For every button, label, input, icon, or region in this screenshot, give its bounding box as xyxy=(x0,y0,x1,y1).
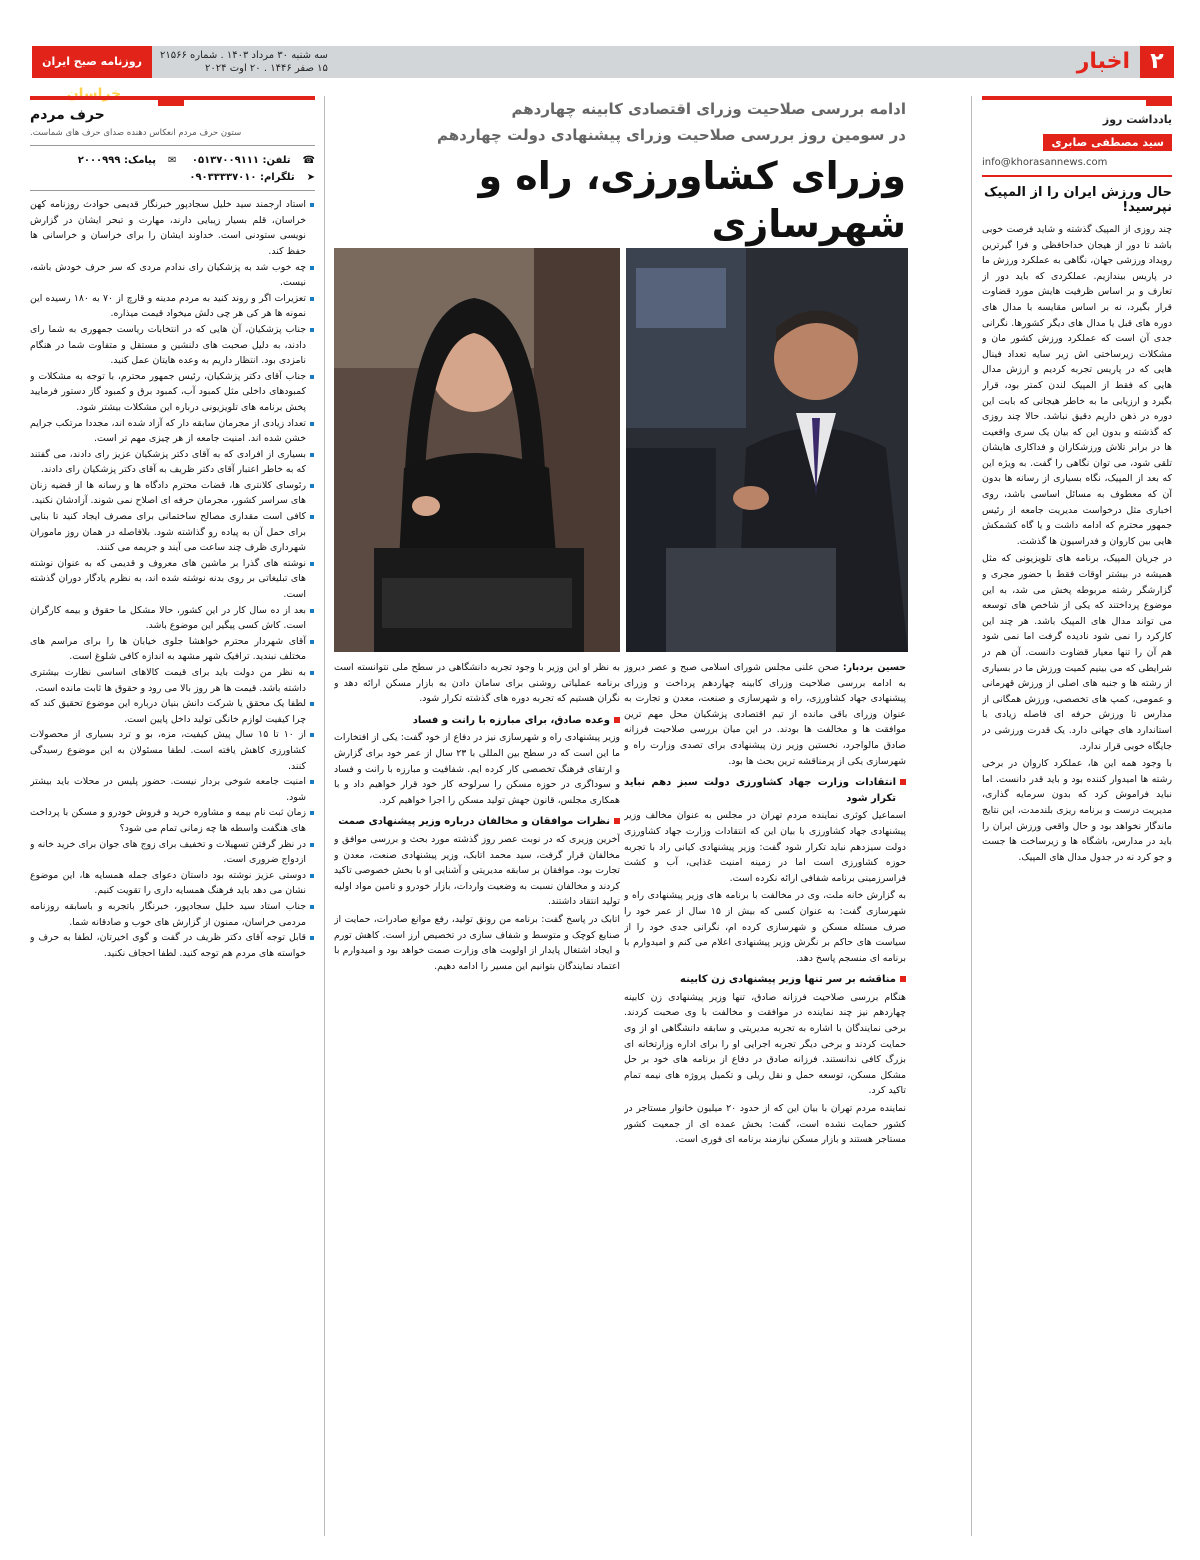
readers-phone: تلفن: ۰۵۱۳۷۰۰۹۱۱۱ xyxy=(191,155,291,167)
page-number: ۲ xyxy=(1140,46,1174,78)
article-paragraph: هنگام بررسی صلاحیت فرزانه صادق، تنها وزیر پیشنهادی زن کابینه چهاردهم نیز چند نماینده در موافقت و مخالفت با وی صحبت کردند. برخی نمایندگان با اشاره به تجربه مدیریتی و سابقه دانشگاهی او از وی حمایت کردند و برخی دیگر تجربه اجرایی او را برای اداره وزارتخانه ای بزرگ کافی ندانستند. فرزانه صادق در دفاع از برنامه های خود بر حل مشکل مسکن، توسعه حمل و نقل ریلی و تکمیل پروژه های نیمه تمام تاکید کرد. xyxy=(624,991,906,1097)
readers-telegram: تلگرام: ۰۹۰۳۳۳۳۷۰۱۰ xyxy=(189,172,295,184)
readers-header xyxy=(30,96,315,146)
reader-message: استاد ارجمند سید خلیل سجادپور خبرنگار قدیمی حوادث روزنامه کهن خراسان، قلم بسیار زیبایی دارند، مهارت و تبحر ایشان در گزارش نویسی ستودنی است. خداوند ایشان را برای خراسان و خراسانی ها حفظ کند. xyxy=(30,197,315,259)
editorial-tag xyxy=(1146,96,1172,106)
article-paragraph: وزیر پیشنهادی راه و شهرسازی نیز در دفاع از خود گفت: یکی از افتخارات ما این است که در سطح بین المللی با ۲۳ سال از عمر خود برای گزارش و ارتقای فرهنگ تخصصی کار کرده ایم. شفافیت و مبارزه با رانت و فساد و سوداگری در حوزه مسکن را سرلوحه کار خود قرار خواهیم داد و با همکاری مجلس، قانون جهش تولید مسکن را اجرا خواهیم کرد. xyxy=(334,732,620,806)
article-paragraph: آخرین وزیری که در نوبت عصر روز گذشته مورد بحث و بررسی موافق و مخالفان قرار گرفت، سید محمد اتابک، وزیر پیشنهادی صنعت، معدن و تجارت بود. موافقان بر سابقه مدیریتی و آشنایی او با بخش خصوصی تاکید کردند و مخالفان نسبت به وضعیت واردات، بازار خودرو و تامین مواد اولیه تولید انتقاد داشتند. xyxy=(334,833,620,908)
readers-sms: پیامک: ۲۰۰۰۹۹۹ xyxy=(77,155,156,167)
article-lead-text: صحن علنی مجلس شورای اسلامی صبح و عصر دیروز به ادامه بررسی صلاحیت وزرای کابینه چهاردهم پرداخت و وزرای پیشنهادی جهاد کشاورزی، راه و شهرسازی و صنعت، معدن و تجارت به عنوان وزرای باقی مانده از تیم اقتصادی پزشکیان محل مهم ترین موافقت ها و مخالفت ها بودند. در این میان بررسی صلاحیت فرزانه صادق مالواجرد، نخستین وزیر زن پیشنهادی برای تصدی وزارت راه و شهرسازی یکی از پرمناقشه ترین بحث ها بود. xyxy=(624,662,906,767)
article-paragraph: اتابک در پاسخ گفت: برنامه من رونق تولید، رفع موانع صادرات، حمایت از صنایع کوچک و متوسط و شفاف سازی در تخصیص ارز است. کاهش تورم و ایجاد اشتغال پایدار از اولویت های وزارت صمت خواهد بود و امیدوارم با اعتماد نمایندگان بتوانیم این مسیر را ادامه دهیم. xyxy=(334,913,620,972)
reader-message: بسیاری از افرادی که به آقای دکتر پزشکیان عزیز رای دادند، می گفتند که به خاطر اعتبار آقای دکتر ظریف به آقای دکتر پزشکیان رای دادند. xyxy=(30,447,315,478)
reader-message: جناب پزشکیان، آن هایی که در انتخابات ریاست جمهوری به شما رای دادند، به دلیل صحبت های دلنشین و مستقل و متفاوت شما در هنگام نامزدی بود. انتظار داریم به وعده هایتان عمل کنید. xyxy=(30,322,315,369)
headline-kicker-2: در سومین روز بررسی صلاحیت وزرای پیشنهادی دولت چهاردهم xyxy=(437,126,906,144)
article-column-right xyxy=(624,660,906,1536)
reader-message: امنیت جامعه شوخی بردار نیست. حضور پلیس در محلات باید بیشتر شود. xyxy=(30,774,315,805)
section-heading: انتقادات وزارت جهاد کشاورزی دولت سبز دهم نباید تکرار شود xyxy=(624,775,906,806)
editorial-title: حال ورزش ایران را از المپیک نپرسید! xyxy=(984,184,1172,216)
minister-photo-man xyxy=(626,248,908,652)
readers-messages xyxy=(30,197,315,961)
reader-message: به نظر من دولت باید برای قیمت کالاهای اساسی نظارت بیشتری داشته باشد. قیمت ها هر روز بالا می رود و حقوق ها ثابت مانده است. xyxy=(30,665,315,696)
article-column-left xyxy=(334,660,620,1536)
editorial-author: سید مصطفی صابری xyxy=(1043,134,1172,152)
man-at-podium-image xyxy=(626,248,908,652)
readers-contact xyxy=(30,152,315,191)
editorial-column xyxy=(982,96,1172,1536)
editorial-email: info@khorasannews.com xyxy=(982,155,1172,177)
sms-icon: ✉ xyxy=(168,155,177,167)
article-paragraph: به نظر او این وزیر با وجود تجربه دانشگاهی در سطح ملی نتوانسته است برنامه عملیاتی روشنی برای سامان دادن به بازار مسکن ارائه دهد و نگران هستیم که تجربه دوره های گذشته تکرار شود. xyxy=(334,662,620,705)
date-line-2: ۱۵ صفر ۱۴۴۶ . ۲۰ اوت ۲۰۲۴ xyxy=(205,63,328,74)
minister-photo-woman xyxy=(334,248,620,652)
reader-message: زمان ثبت نام بیمه و مشاوره خرید و فروش خودرو و مسکن با پرداخت های هنگفت واسطه ها چه زمانی تمام می شود؟ xyxy=(30,805,315,836)
readers-subtitle: ستون حرف مردم انعکاس دهنده صدای حرف های شماست. xyxy=(30,126,315,147)
section-heading: مناقشه بر سر تنها وزیر پیشنهادی زن کابینه xyxy=(624,972,906,988)
reader-message: چه خوب شد به پزشکیان رای ندادم مردی که سر حرف خودش باشه، نیست. xyxy=(30,260,315,291)
logo-word: خراسان xyxy=(66,86,122,102)
headline-line-1: وزرای کشاورزی، راه و شهرسازی xyxy=(478,154,906,246)
headline-kicker-1: ادامه بررسی صلاحیت وزرای اقتصادی کابینه چهاردهم xyxy=(511,100,906,118)
reader-message: قابل توجه آقای دکتر ظریف در گفت و گوی اخیرتان، لطفا به حرف و خواسته های مردم هم توجه کنید. لطفا احجاف نکنید. xyxy=(30,930,315,961)
reader-message: تعداد زیادی از مجرمان سابقه دار که آزاد شده اند، مجددا مرتکب جرایم خشن شده اند. امنیت جامعه از هر چیزی مهم تر است. xyxy=(30,416,315,447)
date-line-1: سه شنبه ۳۰ مرداد ۱۴۰۳ . شماره ۲۱۵۶۶ xyxy=(160,50,328,61)
reader-message: تعزیرات اگر و روند کنید به مردم مدینه و قارچ از ۷۰ به ۱۸۰ رسیده این نمونه ها هر کی هر چی دلش میخواد قیمت میذاره. xyxy=(30,291,315,322)
editorial-header xyxy=(982,96,1172,177)
woman-at-podium-image xyxy=(334,248,620,652)
newspaper-logo xyxy=(32,46,152,102)
section-heading: نظرات موافقان و مخالفان درباره وزیر پیشنهادی صمت xyxy=(334,814,620,830)
article-paragraph: اسماعیل کوثری نماینده مردم تهران در مجلس به عنوان مخالف وزیر پیشنهادی جهاد کشاورزی با بیان این که انتقادات وزارت جهاد کشاورزی دولت سیزدهم نباید تکرار شود گفت: وزیر پیشنهادی کیانی راد با تجربه حوزه کشاورزی است اما در زمینه امنیت غذایی، آب و کشت فراسرزمینی برنامه شفافی ارائه نکرده است. xyxy=(624,810,906,884)
reader-message: بعد از ده سال کار در این کشور، حالا مشکل ما حقوق و بیمه کارگران است. کاش کسی پیگیر این موضوع باشد. xyxy=(30,603,315,634)
section-heading: وعده صادق، برای مبارزه با رانت و فساد xyxy=(334,713,620,729)
telegram-icon: ➤ xyxy=(306,172,315,184)
reader-message: آقای شهردار محترم خواهشا جلوی خیابان ها را برای مراسم های مختلف نبندید. ترافیک شهر مشهد به اندازه کافی شلوغ است. xyxy=(30,634,315,665)
issue-date xyxy=(160,49,328,75)
reader-message: رئوسای کلانتری ها، قضات محترم دادگاه ها و رسانه ها از قضیه زنان های سراسر کشور، مجرمان حرفه ای اصلاح نمی شوند. آزادشان نکنید. xyxy=(30,478,315,509)
reader-message: لطفا یک محقق یا شرکت دانش بنیان درباره این موضوع تحقیق کند که چرا کیفیت لوازم خانگی تولید داخل پایین است. xyxy=(30,696,315,727)
editorial-paragraph: در جریان المپیک، برنامه های تلویزیونی که مثل همیشه در بیشتر اوقات فقط با حضور مجری و گزارشگر رشته مربوطه پخش می شد، به این موضوع پرداختند که یکی از شاخص های توسعه می تواند مدال های المپیک باشد. هر چند این کارکرد را نمی شود نادیده گرفت اما نمی شود هم آن را تنها معیار قضاوت دانست. آن هم در شرایطی که می بینیم کمیت ورزش ما در بسیاری از رشته ها و جنبه های اصلی از ورزش قهرمانی و عمومی، کمپ های تخصصی، ورزش همگانی از مدارس تا ورزش حرفه ای فاصله زیادی با استاندارد های جهانی دارد. یک قدرت ورزشی در جایگاه خوبی قرار ندارد. xyxy=(982,553,1172,752)
reader-message: از ۱۰ تا ۱۵ سال پیش کیفیت، مزه، بو و ترد بسیاری از محصولات کشاورزی کاهش یافته است. لطفا مسئولان به این موضوع رسیدگی کنند. xyxy=(30,727,315,774)
column-divider xyxy=(971,96,972,1536)
reader-message: کافی است مقداری مصالح ساختمانی برای مصرف ایجاد کنید تا بنایی برای حمل آن به پیاده رو گذاشته شود. بلافاصله در همان روز ماموران شهرداری ظرف چند ساعت می آیند و جریمه می کنند. xyxy=(30,509,315,556)
column-divider xyxy=(324,96,325,1536)
reader-message: جناب آقای دکتر پزشکیان، رئیس جمهور محترم، با توجه به مشکلات و کمبودهای داخلی مثل کمبود آب، کمبود برق و کمبود گاز دستور فرمایید پخش برنامه های تلویزیونی درباره این مشکلات بیشتر شود. xyxy=(30,369,315,416)
article-paragraph: به گزارش خانه ملت، وی در مخالفت با برنامه های وزیر پیشنهادی راه و شهرسازی گفت: به عنوان کسی که بیش از ۱۵ سال از عمر خود را صرف مسئله مسکن و شهرسازی کرده ام، نگرانی جدی خود را از سیاست های حاکم بر نگرش وزیر پیشنهادی اعلام می کنم و امیدوارم با برنامه ای منسجم پاسخ دهد. xyxy=(624,890,906,964)
readers-column xyxy=(30,96,315,1536)
article-lead xyxy=(624,660,906,769)
reader-message: دوستی عزیز نوشته بود داستان دعوای جمله همسایه ها، این موضوع نشان می دهد باید فرهنگ همسایه داری را تقویت کنیم. xyxy=(30,868,315,899)
article-paragraph: نماینده مردم تهران با بیان این که از حدود ۲۰ میلیون خانوار مستاجر در کشور حمایت نشده است، گفت: بخش عمده ای از جمعیت کشور مستاجر هستند و بازار مسکن نیازمند برنامه ای فوری است. xyxy=(624,1103,906,1146)
readers-tag xyxy=(158,96,184,106)
readers-title: حرف مردم xyxy=(30,107,105,123)
article-author: حسین بردبار: xyxy=(842,662,906,673)
phone-icon: ☎ xyxy=(302,155,315,167)
editorial-paragraph: چند روزی از المپیک گذشته و شاید فرصت خوبی باشد تا دور از هیجان خداحافظی و فرا گیرترین رویداد ورزشی جهان، نگاهی به عملکرد ورزش ما در پاریس بیندازیم. عملکردی که باید دور از تعارف و بر اساس ظرفیت هایش مورد قضاوت قرار بگیرد، نه بر اساس مقایسه با مدال های دوره های قبل یا مدال های دیگر کشورها. نگرانی جدی آن است که عملکرد ورزش کشور مان و مشکلات زیرساختی اش زیر سایه تعداد فینال هایی که در پاریس تجربه کردیم و ارزش مدال هایی که فقط از المپیک لندن کمتر بود، قرار بگیرد و ارزیابی ما به خاطر هیجانی که بابت این دوره در ذهن داریم دقیق نباشد. حالا چند روزی که گذشته و بدون این که بیان یک سری واقعیت ها در برابر تلاش ورزشکاران و فداکاری هایشان تلقی شود، می توان نگاهی را گفت. به ویژه این که بعد از المپیک، نگاه بسیاری از رسانه ها بدون آن که معطوف به مسائل اساسی باشد، روی اخباری مثل درخواست مدیریت جامعه از رئیس جمهور محترم که ادامه داشت و یا گاه کشمکش هایی بین کاروان و فدراسیون ها گذشت. xyxy=(982,223,1172,547)
editorial-kicker: یادداشت روز xyxy=(1102,113,1172,126)
logo-tagline: روزنامه صبح ایران xyxy=(42,55,142,68)
section-title: اخبار xyxy=(1076,49,1130,74)
reader-message: در نظر گرفتن تسهیلات و تخفیف برای زوج های جوان برای خرید خانه و ازدواج ضروری است. xyxy=(30,837,315,868)
page-header xyxy=(32,46,1174,102)
reader-message: جناب استاد سید خلیل سجادپور، خبرنگار باتجربه و باسابقه روزنامه مردمی خراسان، ممنون از گزارش های خوب و صادقانه شما. xyxy=(30,899,315,930)
editorial-paragraph: با وجود همه این ها، عملکرد کاروان در برخی رشته ها امیدوار کننده بود و باید قدر دانست. اما نباید فراموش کرد که بدون سرمایه گذاری، مدیریت درست و برنامه ریزی بلندمدت، این نتایج ماندگار نخواهد بود و حال واقعی ورزش ایران را باید در مدارس، باشگاه ها و زیرساخت ها جست و جو کرد نه در جدول مدال های المپیک. xyxy=(982,758,1172,863)
reader-message: نوشته های گذرا بر ماشین های معروف و قدیمی که به عنوان نوشته های تبلیغاتی بر روی بدنه نوشته شده اند، به نظرم یادگار دوران گذشته است. xyxy=(30,556,315,603)
